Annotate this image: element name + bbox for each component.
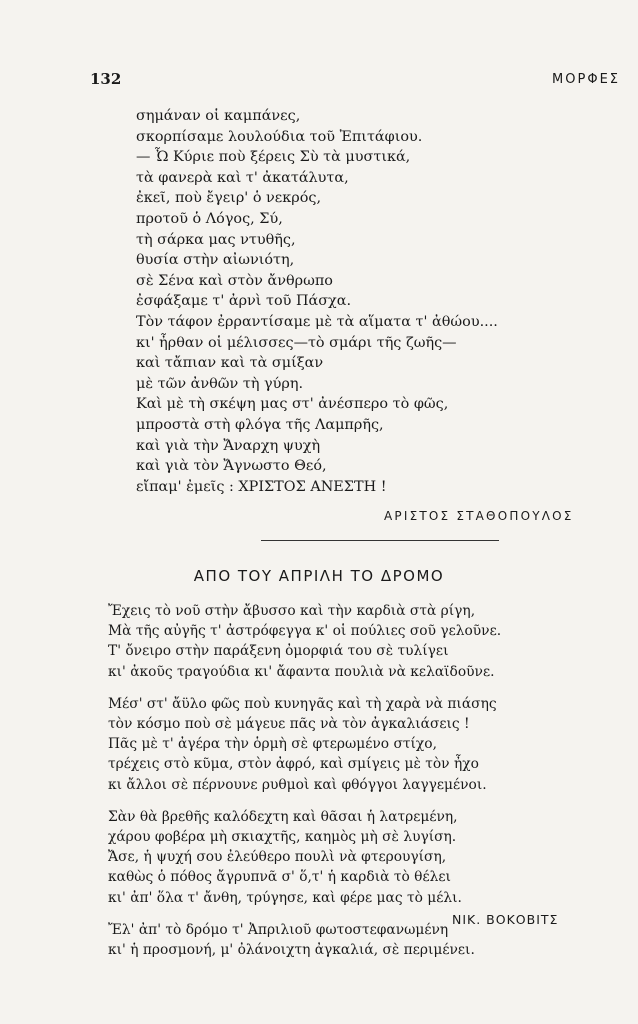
poem-line: καὶ γιὰ τὸν Ἄγνωστο Θεό, [136,458,327,475]
poem-line: ἐσφάξαμε τ' ἀρνὶ τοῦ Πάσχα. [136,293,352,310]
page-header [0,70,638,94]
poem-line: Ἔλ' ἀπ' τὸ δρόμο τ' Ἀπριλιοῦ φωτοστεφανωμένη [108,921,449,938]
poem-1 [136,106,616,497]
poem-line: καθὼς ὁ πόθος ἄγρυπνᾶ σ' ὅ,τ' ἡ καρδιὰ τὸ θέλει [108,869,451,886]
poem-line: Ἔχεις τὸ νοῦ στὴν ἄβυσσο καὶ τὴν καρδιὰ στὰ ρίγη, [108,603,476,619]
poem-line: καὶ γιὰ τὴν Ἄναρχη ψυχὴ [136,437,321,454]
poem-line: μὲ τῶν ἀνθῶν τὴ γύρη. [136,375,304,392]
poem-line: κι' ἦρθαν οἱ μέλισσες—τὸ σμάρι τῆς ζωῆς— [136,334,457,351]
poem-line: τὸν κόσμο ποὺ σὲ μάγευε πᾶς νὰ τὸν ἀγκαλιάσεις ! [108,716,470,733]
poem-line: κι' ἀκοῦς τραγούδια κι' ἄφαντα πουλιὰ νὰ κελαϊδοῦνε. [108,663,495,680]
poem-line: ἐκεῖ, ποὺ ἔγειρ' ὁ νεκρός, [136,190,322,207]
poem-line: τὴ σάρκα μας ντυθῆς, [136,231,296,248]
poem-line: σὲ Σένα καὶ στὸν ἄνθρωπο [136,272,333,289]
poem-line: κι ἄλλοι σὲ πέρνουνε ρυθμοὶ καὶ φθόγγοι λαγγεμένοι. [108,776,487,793]
stanza [108,694,628,795]
poem-line: χάρου φοβέρα μὴ σκιαχτῆς, καημὸς μὴ σὲ λυγίση. [108,829,457,846]
poem-line: Σὰν θὰ βρεθῆς καλόδεχτη καὶ θᾶσαι ἡ λατρεμένη, [108,808,458,825]
stanza [108,601,628,682]
poem-line: Μέσ' στ' ἄϋλο φῶς ποὺ κυνηγᾶς καὶ τὴ χαρὰ νὰ πιάσης [108,695,497,712]
poem-line: Πᾶς μὲ τ' ἀγέρα τὴν ὁρμὴ σὲ φτερωμένο στίχο, [108,736,437,753]
poem-line: προτοῦ ὁ Λόγος, Σύ, [136,210,283,227]
poem-line: Καὶ μὲ τὴ σκέψη μας στ' ἀνέσπερο τὸ φῶς, [136,396,449,413]
poem-line: τὰ φανερὰ καὶ τ' ἀκατάλυτα, [136,169,349,186]
poem-line: — Ὦ Κύριε ποὺ ξέρεις Σὺ τὰ μυστικά, [136,149,411,166]
poem-line: τρέχεις στὸ κῦμα, στὸν ἀφρό, καὶ σμίγεις μὲ τὸν ἦχο [108,756,479,773]
page-number: 132 [90,70,122,88]
poem-line: Τὸν τάφον ἐρραντίσαμε μὲ τὰ αἵματα τ' ἀθώου.... [136,313,498,330]
poem-line: εἴπαμ' ἐμεῖς : ΧΡΙΣΤΟΣ ΑΝΕΣΤΗ ! [136,478,387,495]
poem-line: σκορπίσαμε λουλούδια τοῦ Ἐπιτάφιου. [136,128,423,145]
poem-line: Ἄσε, ἡ ψυχή σου ἐλεύθερο πουλὶ νὰ φτερουγίση, [108,849,447,866]
poem-line: κι' ἀπ' ὅλα τ' ἄνθη, τρύγησε, καὶ φέρε μας τὸ μέλι. [108,889,462,906]
poem-line: Τ' ὄνειρο στὴν παράξενη ὀμορφιά του σὲ τυλίγει [108,643,449,660]
poem-line: καὶ τἄπιαν καὶ τὰ σμίξαν [136,355,324,372]
section-divider [261,540,499,541]
poem-line: θυσία στὴν αἰωνιότη, [136,252,295,269]
journal-title: ΜΟΡΦΕΣ [552,72,620,87]
poem-line: σημάναν οἱ καμπάνες, [136,108,301,124]
stanza [108,807,628,908]
poem-2-author: ΝΙΚ. ΒΟΚΟΒΙΤΣ [452,912,559,927]
poem-2-title: ΑΠΟ ΤΟΥ ΑΠΡΙΛΗ ΤΟ ΔΡΟΜΟ [193,567,445,585]
poem-line: μπροστὰ στὴ φλόγα τῆς Λαμπρῆς, [136,416,384,433]
poem-line: Μὰ τῆς αὐγῆς τ' ἀστρόφεγγα κ' οἱ πούλιες σοῦ γελοῦνε. [108,623,502,640]
poem-line: κι' ἡ προσμονή, μ' ὀλάνοιχτη ἀγκαλιά, σὲ περιμένει. [108,942,475,959]
poem-1-author: ΑΡΙΣΤΟΣ ΣΤΑΘΟΠΟΥΛΟΣ [384,509,574,523]
